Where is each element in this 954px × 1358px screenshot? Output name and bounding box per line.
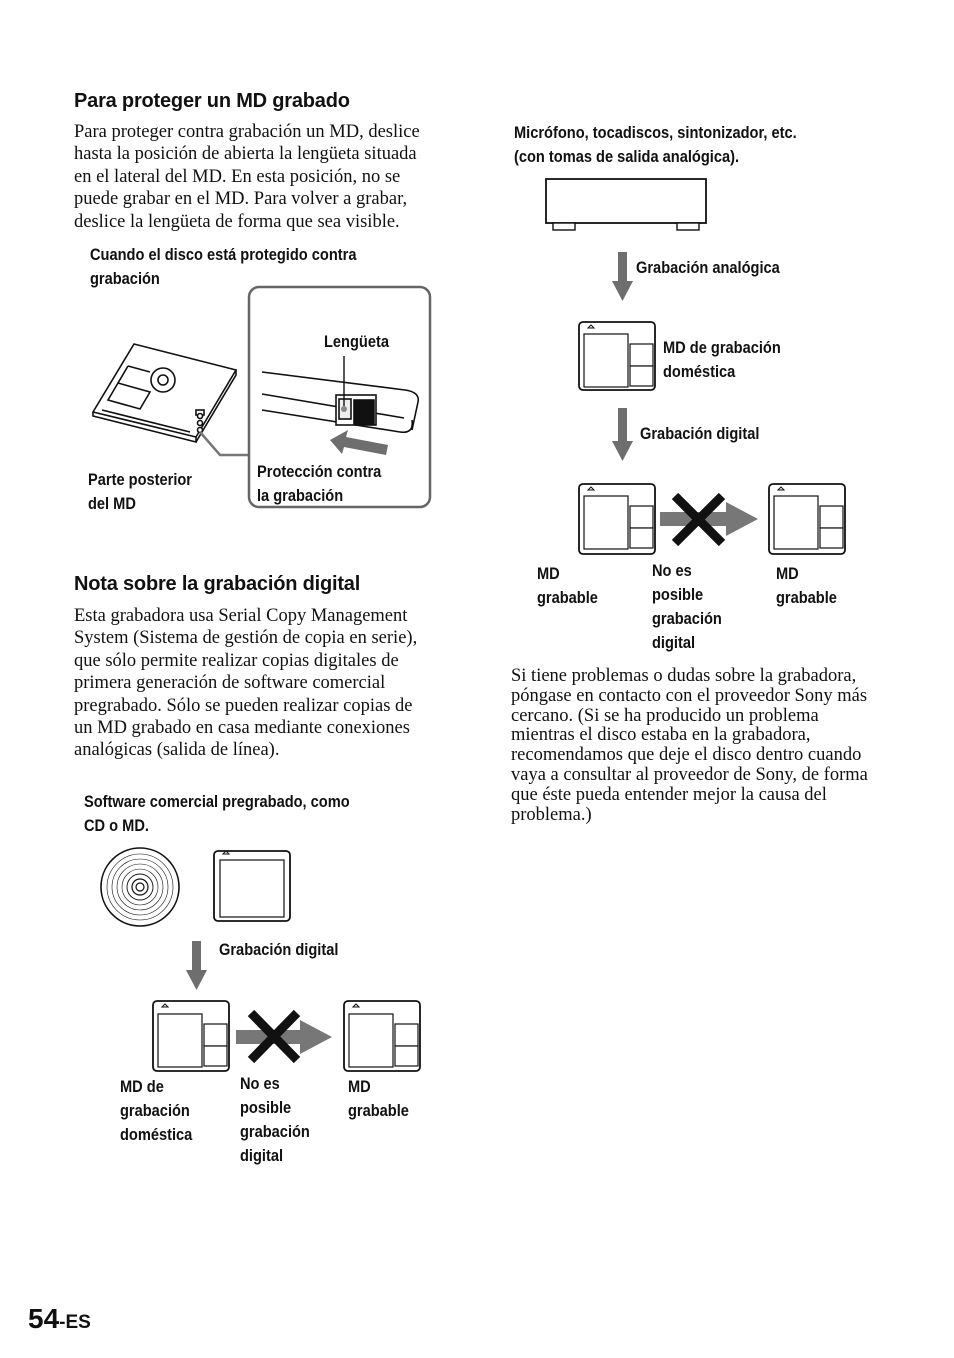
- digital-paragraph: Esta grabadora usa Serial Copy Management System (Sistema de gestión de copia en serie), que sólo permite realizar copias digitales de primera generación de software comercial pregrabado. Sólo se pueden realizar copias de un MD grabado en casa mediante conexiones analógicas (salida de línea).: [74, 606, 418, 761]
- right-home-md-label: MD de grabación doméstica: [663, 338, 781, 381]
- software-figure-caption: Software comercial pregrabado, como CD o MD.: [84, 792, 350, 835]
- protect-figure-caption: Cuando el disco está protegido contra grabación: [90, 245, 357, 288]
- protect-paragraph: Para proteger contra grabación un MD, deslice hasta la posición de abierta la lengüeta situada en el lateral del MD. En esta posición, no se puede grabar en el MD. Para volver a grabar, deslice la lengüeta de forma que sea visible.: [74, 122, 420, 232]
- right-recordable-right-label: MD grabable: [776, 564, 837, 607]
- section-title-digital: Nota sobre la grabación digital: [74, 573, 361, 595]
- analog-recording-label: Grabación analógica: [636, 258, 780, 277]
- support-paragraph: Si tiene problemas o dudas sobre la grabadora, póngase en contacto con el proveedor Sony más cercano. (Si se ha producido un problema mientras el disco estaba en la grabadora, recomendamos que deje el disco dentro cuando vaya a consultar al proveedor de Sony, de forma que éste pueda entender mejor la causa del problema.): [511, 666, 868, 825]
- analog-source-device-icon: [546, 179, 706, 230]
- left-not-possible-label: No es posible grabación digital: [240, 1074, 310, 1165]
- right-recordable-left-label: MD grabable: [537, 564, 598, 607]
- page-number: 54-ES: [28, 1303, 91, 1334]
- analog-recording-arrow: [612, 252, 633, 301]
- left-home-md-label: MD de grabación doméstica: [120, 1077, 193, 1144]
- right-copy-blocked-icon: [660, 496, 758, 543]
- left-digital-label: Grabación digital: [219, 940, 339, 959]
- right-digital-label: Grabación digital: [640, 424, 760, 443]
- tab-label: Lengüeta: [324, 332, 389, 351]
- right-recordable-md-right-icon: [769, 484, 845, 554]
- right-figure-caption: Micrófono, tocadiscos, sintonizador, etc. (con tomas de salida analógica).: [514, 123, 797, 166]
- right-recordable-md-left-icon: [579, 484, 655, 554]
- back-of-md-label: Parte posterior del MD: [88, 470, 193, 513]
- right-not-possible-label: No es posible grabación digital: [652, 561, 722, 652]
- section-title-protect: Para proteger un MD grabado: [74, 90, 350, 112]
- protection-label: Protección contra la grabación: [257, 462, 382, 505]
- left-recordable-label: MD grabable: [348, 1077, 409, 1120]
- right-digital-recording-arrow: [612, 408, 633, 461]
- right-home-md-icon: [579, 322, 655, 390]
